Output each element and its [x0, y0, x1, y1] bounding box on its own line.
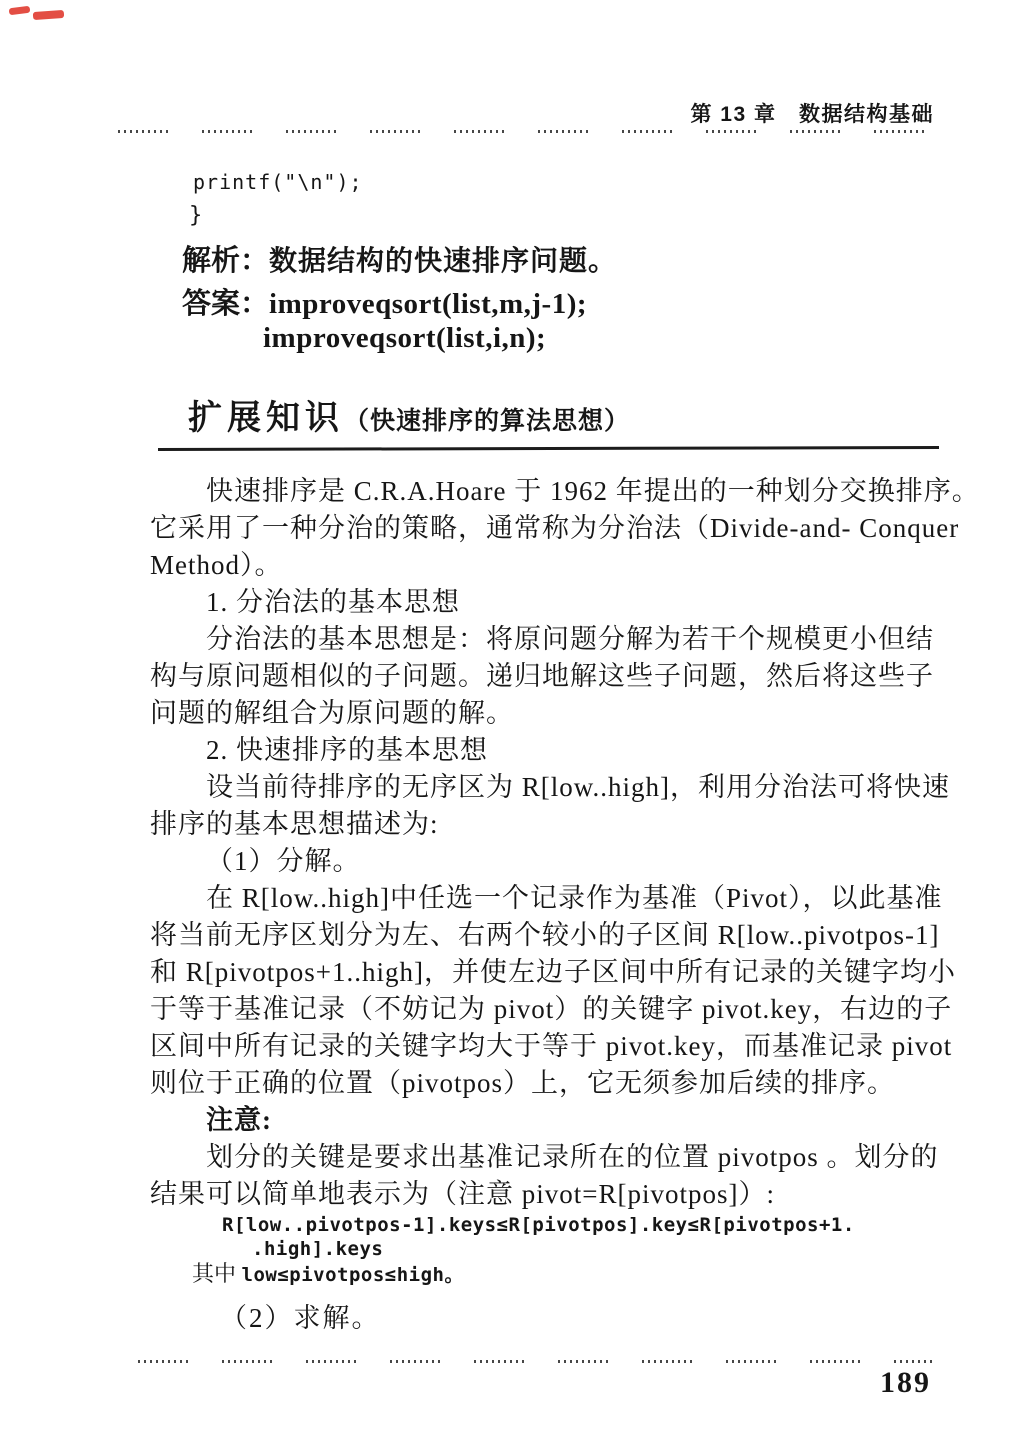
body-line: 则位于正确的位置（pivotpos）上，它无须参加后续的排序。 — [150, 1068, 896, 1098]
solve-step-line: （2）求解。 — [220, 1303, 381, 1333]
body-line: 1. 分治法的基本思想 — [206, 587, 460, 617]
formula-note-prefix: 其中 — [192, 1261, 242, 1286]
section-heading — [188, 390, 630, 439]
body-line: 结果可以简单地表示为（注意 pivot=R[pivotpos]）: — [150, 1179, 775, 1209]
formula-line-2: .high].keys — [252, 1238, 384, 1260]
answer-line-1: improveqsort(list,m,j-1); — [269, 288, 588, 320]
note-label: 注意: — [206, 1105, 272, 1135]
body-line: 它采用了一种分治的策略，通常称为分治法（Divide-and- Conquer — [150, 513, 960, 543]
body-line: 2. 快速排序的基本思想 — [206, 735, 488, 765]
heading-rule — [158, 446, 939, 451]
body-line: 区间中所有记录的关键字均大于等于 pivot.key，而基准记录 pivot — [150, 1031, 953, 1061]
analysis-label: 解析： — [182, 245, 270, 277]
body-line: 构与原问题相似的子问题。递归地解这些子问题，然后将这些子 — [150, 661, 934, 691]
body-line: 和 R[pivotpos+1..high]，并使左边子区间中所有记录的关键字均小 — [150, 957, 956, 987]
body-line: 将当前无序区划分为左、右两个较小的子区间 R[low..pivotpos-1] — [150, 920, 940, 950]
header-dotted-rule — [118, 130, 938, 133]
body-line: 快速排序是 C.R.A.Hoare 于 1962 年提出的一种划分交换排序。 — [206, 476, 980, 506]
body-line: （1）分解。 — [206, 846, 361, 876]
code-line-printf: printf("\n"); — [193, 170, 363, 194]
closing-brace: } — [189, 203, 203, 228]
answer-line-2: improveqsort(list,i,n); — [263, 322, 547, 354]
analysis-row — [182, 238, 617, 279]
body-line: 设当前待排序的无序区为 R[low..high]，利用分治法可将快速 — [206, 772, 950, 802]
section-heading-paren: （快速排序的算法思想） — [344, 408, 631, 435]
body-line: 划分的关键是要求出基准记录所在的位置 pivotpos 。划分的 — [206, 1142, 939, 1172]
red-scan-mark — [33, 10, 64, 20]
red-scan-mark — [9, 6, 31, 16]
analysis-text: 数据结构的快速排序问题。 — [269, 245, 618, 276]
page-number: 189 — [880, 1366, 931, 1399]
chapter-header: 第 13 章 数据结构基础 — [690, 103, 934, 126]
answer-row — [182, 281, 587, 322]
answer-label: 答案： — [182, 288, 270, 320]
body-line: 问题的解组合为原问题的解。 — [150, 698, 514, 728]
formula-line-1: R[low..pivotpos-1].keys≤R[pivotpos].key≤R[pivotpos+1. — [222, 1214, 855, 1236]
section-heading-main: 扩展知识 — [188, 400, 344, 437]
formula-note — [150, 1261, 940, 1288]
formula-note-code: low≤pivotpos≤high。 — [241, 1264, 464, 1286]
body-line: 分治法的基本思想是：将原问题分解为若干个规模更小但结 — [206, 624, 934, 654]
body-text — [150, 473, 980, 1336]
body-line: 于等于基准记录（不妨记为 pivot）的关键字 pivot.key，右边的子 — [150, 994, 953, 1024]
footer-dotted-rule — [138, 1360, 932, 1363]
body-line: 排序的基本思想描述为: — [150, 809, 439, 839]
body-line: Method）。 — [150, 550, 283, 580]
body-line: 在 R[low..high]中任选一个记录作为基准（Pivot），以此基准 — [206, 883, 943, 913]
